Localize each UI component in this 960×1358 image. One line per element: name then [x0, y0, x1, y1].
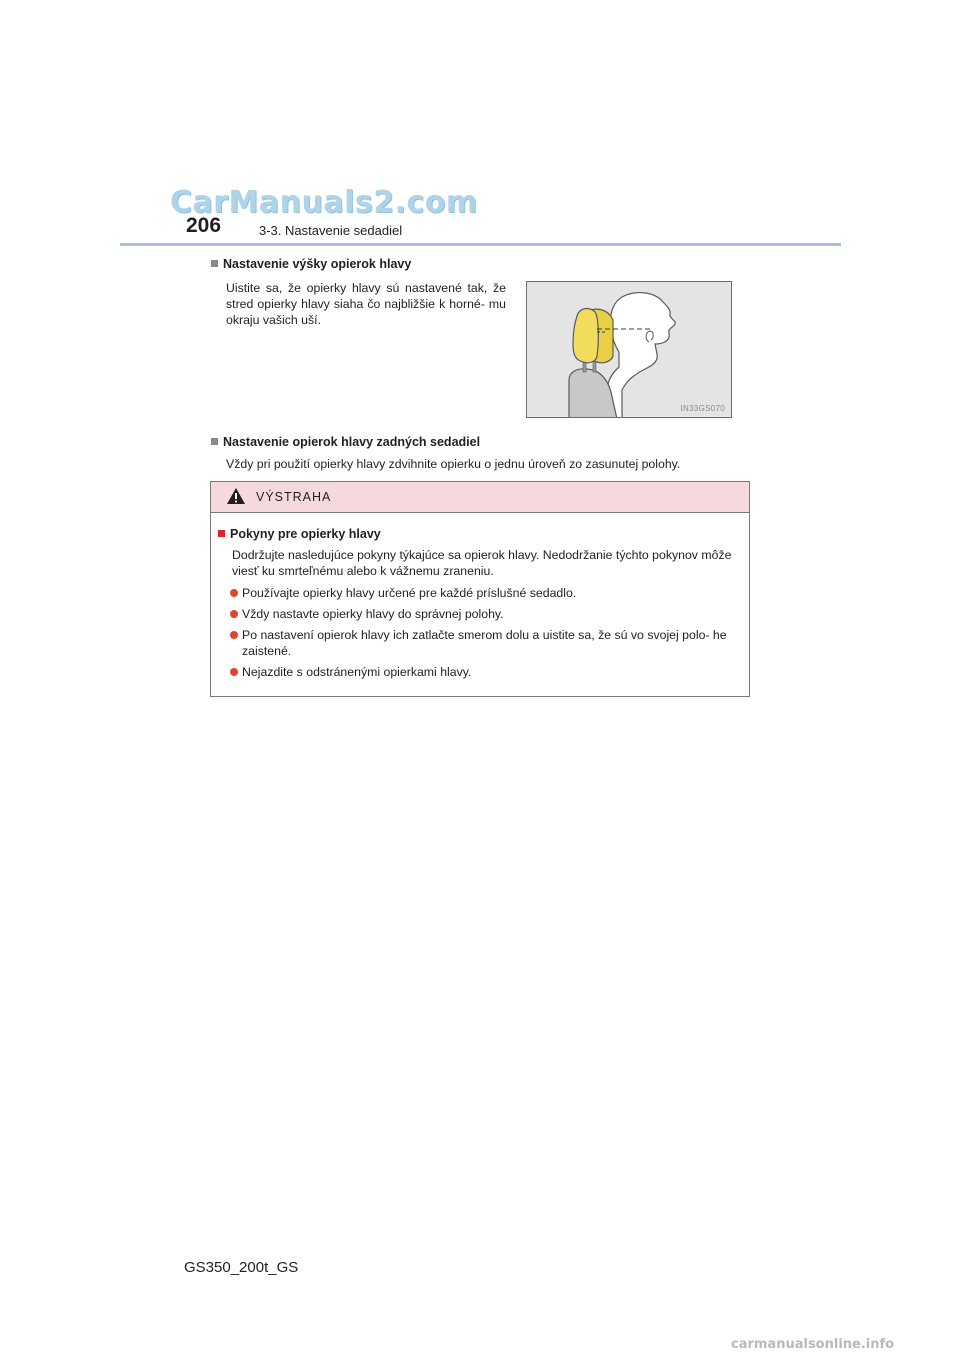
section-heading-headrest-height: Nastavenie výšky opierok hlavy — [211, 257, 411, 271]
section-text-headrest-height: Uistite sa, že opierky hlavy sú nastavené tak, že stred opierky hlavy siaha čo najbližšie k horné- mu okraju vašich uší. — [226, 281, 506, 327]
warning-bullet: Po nastavení opierok hlavy ich zatlačte smerom dolu a uistite sa, že sú vo svojej polo- he zaistené. — [230, 627, 748, 659]
warning-title: VÝSTRAHA — [256, 490, 332, 504]
page-number: 206 — [186, 214, 222, 237]
watermark-footer: carmanualsonline.info — [731, 1337, 895, 1352]
warning-bullet: Nejazdite s odstránenými opierkami hlavy. — [230, 664, 748, 680]
bullet-dot-icon — [230, 668, 238, 676]
warning-bullet: Vždy nastavte opierky hlavy do správnej polohy. — [230, 606, 748, 622]
square-bullet-icon — [218, 530, 225, 537]
section-text-rear-headrests: Vždy pri použití opierky hlavy zdvihnite opierku o jednu úroveň zo zasunutej polohy. — [226, 457, 681, 471]
bullet-dot-icon — [230, 631, 238, 639]
bullet-dot-icon — [230, 610, 238, 618]
bullet-dot-icon — [230, 589, 238, 597]
section-title: 3-3. Nastavenie sedadiel — [259, 223, 403, 238]
square-bullet-icon — [211, 438, 218, 445]
watermark-logo: CarManuals2.com — [170, 185, 478, 220]
warning-bullet: Používajte opierky hlavy určené pre každé príslušné sedadlo. — [230, 585, 748, 601]
warning-triangle-icon — [226, 487, 246, 505]
section-heading-rear-headrests: Nastavenie opierok hlavy zadných sedadiel — [211, 435, 480, 449]
model-code: GS350_200t_GS — [184, 1259, 299, 1276]
headrest-illustration — [526, 281, 732, 418]
headrest-diagram-icon — [527, 282, 732, 418]
square-bullet-icon — [211, 260, 218, 267]
warning-header — [211, 482, 749, 513]
figure-code: IN33GS070 — [680, 404, 725, 413]
warning-heading: Pokyny pre opierky hlavy — [218, 527, 381, 541]
warning-box — [210, 481, 750, 697]
header-divider — [120, 243, 841, 246]
warning-intro: Dodržujte nasledujúce pokyny týkajúce sa opierok hlavy. Nedodržanie týchto pokynov môže viesť ku smrteľnému alebo k vážnemu zraneniu. — [232, 548, 732, 578]
